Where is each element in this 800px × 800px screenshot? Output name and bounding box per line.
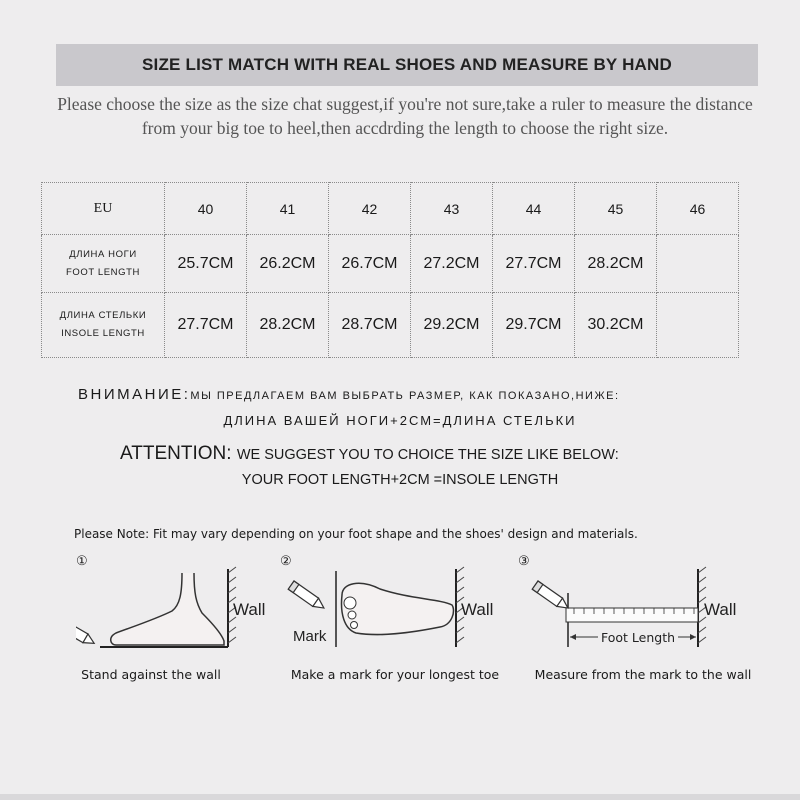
foot-length-cell: 27.7CM: [493, 235, 575, 293]
foot-length-cell: 26.7CM: [329, 235, 411, 293]
banner-title: SIZE LIST MATCH WITH REAL SHOES AND MEASURE BY HAND: [56, 44, 758, 86]
pencil-icon: [76, 619, 97, 648]
foot-length-cell: 28.2CM: [575, 235, 657, 293]
foot-length-label-ru: ДЛИНА НОГИ: [69, 248, 137, 260]
wall-label: Wall: [704, 600, 737, 619]
size-40: 40: [165, 183, 247, 235]
insole-length-cell: 29.7CM: [493, 293, 575, 358]
insole-length-row: [42, 293, 739, 358]
insole-length-label-ru: ДЛИНА СТЕЛЬКИ: [59, 310, 147, 321]
foot-length-row: [42, 235, 739, 293]
attention-en-heading: ATTENTION:: [120, 443, 232, 464]
size-42: 42: [329, 183, 411, 235]
foot-length-label: [42, 235, 165, 293]
insole-length-cell: 28.2CM: [247, 293, 329, 358]
fit-note: Please Note: Fit may vary depending on your foot shape and the shoes' design and materials.: [74, 527, 638, 541]
eu-label: EU: [42, 183, 165, 235]
step-3-illustration: [518, 553, 748, 663]
attention-en-line2: YOUR FOOT LENGTH+2CM =INSOLE LENGTH: [241, 472, 559, 488]
step-1-caption: Stand against the wall: [81, 667, 221, 682]
size-43: 43: [411, 183, 493, 235]
ruler-icon: [566, 608, 698, 622]
foot-length-label: Foot Length: [600, 630, 676, 645]
step-2-mark-toe: [280, 553, 510, 693]
foot-length-cell: 26.2CM: [247, 235, 329, 293]
insole-length-label-en: INSOLE LENGTH: [61, 328, 145, 339]
step-3-measure: [518, 553, 752, 693]
step-2-caption: Make a mark for your longest toe: [290, 667, 500, 682]
insole-length-cell: 28.7CM: [329, 293, 411, 358]
foot-side-icon: [111, 573, 224, 645]
insole-length-cell: [657, 293, 739, 358]
foot-top-icon: [342, 583, 454, 634]
step-1-stand-against-wall: [76, 553, 306, 693]
step-3-number: ③: [518, 553, 530, 568]
step-1-illustration: [76, 553, 306, 663]
step-2-number: ②: [280, 553, 292, 568]
size-45: 45: [575, 183, 657, 235]
mark-label: Mark: [293, 628, 327, 645]
intro-text: Please choose the size as the size chat suggest,if you're not sure,take a ruler to measure the distance from your big toe to heel,then accdrding the length to choose the right size.: [57, 94, 753, 138]
insole-length-cell: 30.2CM: [575, 293, 657, 358]
attention-en-line1: [120, 443, 619, 465]
insole-length-cell: 27.7CM: [165, 293, 247, 358]
attention-ru-heading: ВНИМАНИЕ:: [78, 386, 191, 403]
insole-length-label: [42, 293, 165, 358]
insole-length-cell: 29.2CM: [411, 293, 493, 358]
step-3-caption: Measure from the mark to the wall: [534, 667, 752, 682]
wall-label: Wall: [461, 600, 494, 619]
foot-length-cell: 27.2CM: [411, 235, 493, 293]
size-41: 41: [247, 183, 329, 235]
attention-ru-text: МЫ ПРЕДЛАГАЕМ ВАМ ВЫБРАТЬ РАЗМЕР, КАК ПОКАЗАНО,НИЖЕ:: [190, 390, 620, 402]
size-44: 44: [493, 183, 575, 235]
pencil-icon: [532, 581, 571, 612]
attention-ru-line2: ДЛИНА ВАШЕЙ НОГИ+2СМ=ДЛИНА СТЕЛЬКИ: [223, 413, 577, 428]
wall-label: Wall: [233, 600, 266, 619]
size-table: [41, 182, 739, 358]
size-46: 46: [657, 183, 739, 235]
foot-length-cell: [657, 235, 739, 293]
foot-length-label-en: FOOT LENGTH: [66, 266, 140, 278]
foot-length-cell: 25.7CM: [165, 235, 247, 293]
step-2-illustration: [280, 553, 510, 663]
attention-en-text: WE SUGGEST YOU TO CHOICE THE SIZE LIKE BELOW:: [236, 447, 619, 463]
size-header-row: [42, 183, 739, 235]
pencil-icon: [288, 581, 327, 612]
bottom-strip: [0, 794, 800, 800]
attention-ru-line1: [78, 386, 620, 403]
step-1-number: ①: [76, 553, 88, 568]
